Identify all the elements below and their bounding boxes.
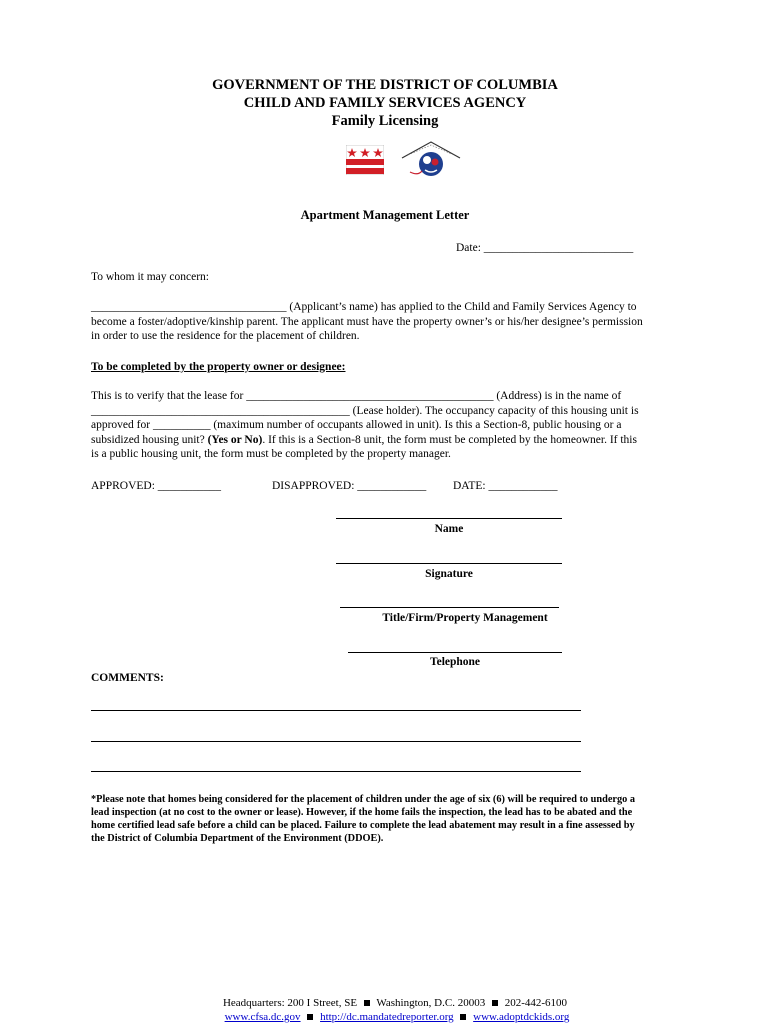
approval-date-field: DATE: ____________: [453, 480, 558, 492]
square-bullet-icon: [460, 1014, 466, 1020]
signature-line: [336, 563, 562, 564]
comment-line: [91, 710, 581, 711]
footer-city: Washington, D.C. 20003: [376, 997, 486, 1009]
applicant-paragraph-line: in order to use the residence for the placement of children.: [91, 330, 360, 342]
salutation: To whom it may concern:: [91, 271, 209, 283]
dc-flag-icon: [346, 145, 384, 175]
note-line: *Please note that homes being considered for the placement of children under the age of six (6) will be required to undergo a: [91, 794, 635, 805]
verify-paragraph-line: _____________________________________________ (Lease holder). The occupancy capacity of this housing unit is: [91, 404, 639, 417]
cfsa-link[interactable]: www.cfsa.dc.gov: [224, 1011, 301, 1023]
signature-label: Signature: [425, 568, 473, 580]
title-label: Title/Firm/Property Management: [382, 612, 548, 624]
verify-text: . If this is a Section-8 unit, the form must be completed by the homeowner. If this: [262, 433, 637, 446]
verify-paragraph-line: is a public housing unit, the form must be completed by the property manager.: [91, 448, 451, 460]
cfsa-logo-icon: [398, 138, 464, 180]
square-bullet-icon: [364, 1000, 370, 1006]
yes-no-text: (Yes or No): [207, 433, 263, 446]
telephone-line: [348, 652, 562, 653]
applicant-paragraph-line: become a foster/adoptive/kinship parent. The applicant must have the property owner’s or his/her designee’s permission: [91, 315, 643, 328]
note-line: home certified lead safe before a child can be placed. Failure to complete the lead abatement may result in a fine assessed by: [91, 820, 635, 831]
name-line: [336, 518, 562, 519]
comments-label: COMMENTS:: [91, 672, 164, 684]
verify-paragraph: [91, 389, 711, 462]
lead-inspection-note: [91, 793, 711, 845]
date-field: Date: __________________________: [456, 242, 634, 254]
applicant-paragraph-line: __________________________________ (Applicant’s name) has applied to the Child and Family Services Agency to: [91, 301, 637, 313]
footer-address: [0, 996, 770, 1011]
footer-phone: 202-442-6100: [504, 997, 568, 1009]
header-line-3: Family Licensing: [331, 113, 439, 129]
square-bullet-icon: [492, 1000, 498, 1006]
note-line: lead inspection (at no cost to the owner or lease). However, if the home fails the inspection, the lead has to be abated and the: [91, 807, 633, 818]
comment-line: [91, 741, 581, 742]
footer-hq: Headquarters: 200 I Street, SE: [222, 997, 358, 1009]
header-line-1: GOVERNMENT OF THE DISTRICT OF COLUMBIA: [212, 77, 558, 93]
verify-paragraph-line: This is to verify that the lease for ___________________________________________ (Address) is in the name of: [91, 390, 622, 402]
letter-title: Apartment Management Letter: [300, 208, 470, 222]
verify-paragraph-line: [91, 433, 711, 448]
disapproved-field: DISAPPROVED: ____________: [272, 480, 427, 492]
owner-section-heading: To be completed by the property owner or designee:: [91, 361, 346, 373]
verify-text: subsidized housing unit?: [91, 433, 208, 446]
note-line: the District of Columbia Department of the Environment (DDOE).: [91, 833, 384, 844]
square-bullet-icon: [307, 1014, 313, 1020]
mandated-reporter-link[interactable]: http://dc.mandatedreporter.org: [320, 1011, 454, 1023]
applicant-paragraph: [91, 300, 711, 344]
telephone-label: Telephone: [429, 656, 481, 668]
approved-field: APPROVED: ___________: [91, 480, 222, 492]
name-label: Name: [434, 523, 464, 535]
header-line-2: CHILD AND FAMILY SERVICES AGENCY: [243, 95, 527, 111]
adopt-dc-kids-link[interactable]: www.adoptdckids.org: [473, 1011, 570, 1023]
verify-paragraph-line: approved for __________ (maximum number of occupants allowed in unit). Is this a Section-8, public housing or a: [91, 419, 622, 431]
title-line: [340, 607, 559, 608]
comment-line: [91, 771, 581, 772]
footer-links: [0, 1010, 770, 1025]
